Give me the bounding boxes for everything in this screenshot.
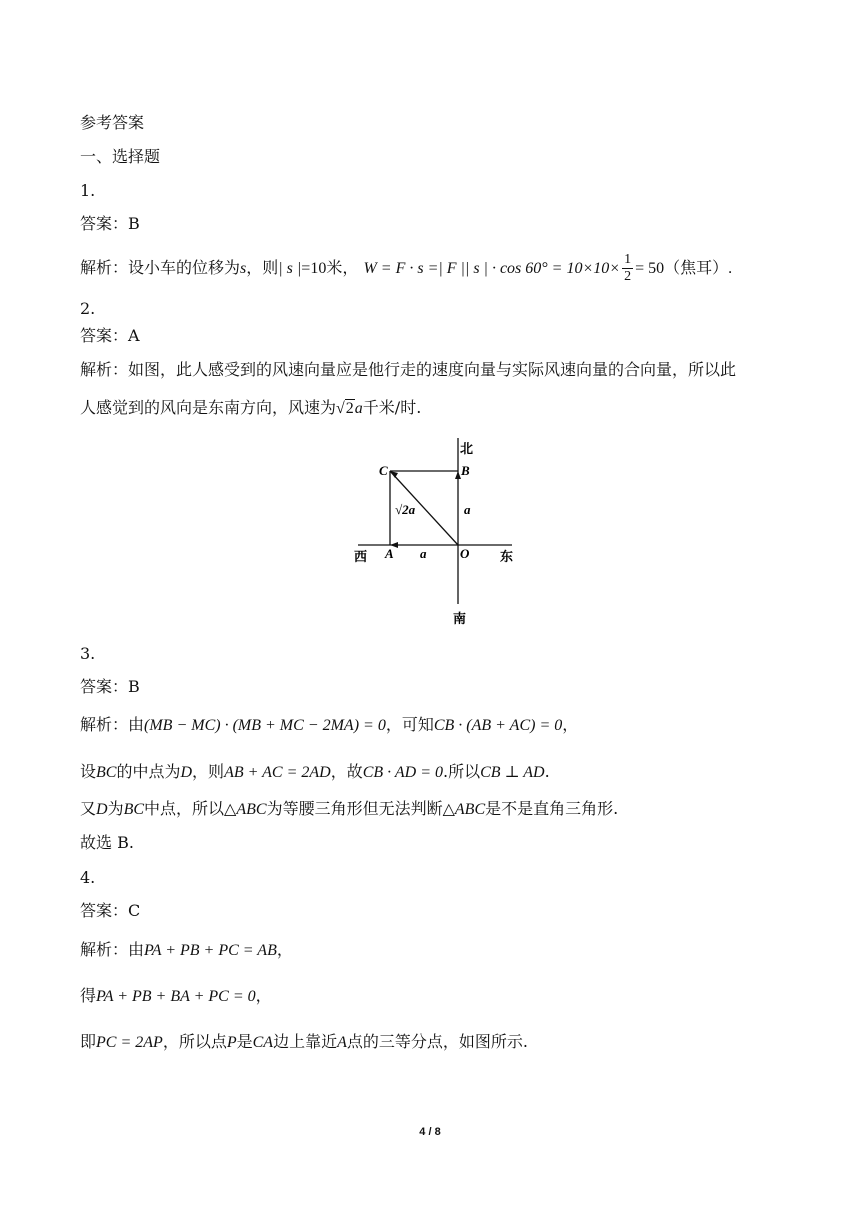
q2-explanation-line2 — [80, 397, 421, 420]
q4-CA: CA — [252, 1034, 274, 1051]
q1-formula-b: = 50（焦耳）. — [635, 260, 733, 277]
q3-l1-prefix: 解析：由 — [80, 715, 145, 734]
q3-l1-expr: (MB − MC) · (MB + MC − 2MA) = 0 — [144, 717, 386, 734]
q3-ABC-2: ABC — [454, 801, 486, 818]
q4-P: P — [226, 1034, 237, 1051]
q3-l2-expr: AB + AC = 2AD — [224, 764, 331, 781]
q4-explanation-line1 — [80, 939, 293, 962]
q4-l2-end: ， — [255, 986, 272, 1005]
q1-frac-num: 1 — [624, 252, 632, 267]
q1-abs-s: | s | — [278, 260, 302, 277]
q4-l3-prefix: 即 — [80, 1032, 97, 1051]
q4-l3-c: 边上靠近 — [273, 1032, 338, 1051]
q1-exp-then: ，则 — [246, 258, 279, 277]
page-number: 4 / 8 — [419, 1126, 441, 1138]
q3-l3-c: 中点，所以△ — [144, 799, 237, 818]
q2-sqrt: √2 — [336, 400, 354, 417]
q3-l3-d: 为等腰三角形但无法判断△ — [266, 799, 455, 818]
arrow-at-C — [390, 471, 398, 478]
header-title: 参考答案 — [80, 113, 145, 132]
q4-explanation-line3 — [80, 1031, 528, 1054]
q3-l1-end: ， — [562, 715, 579, 734]
q3-l2-d: ，故 — [330, 762, 363, 781]
label-south: 南 — [453, 611, 467, 626]
q1-answer: 答案：B — [80, 214, 140, 233]
q4-explanation-line2 — [80, 985, 272, 1008]
label-A: A — [385, 546, 394, 561]
label-a-vertical: a — [464, 502, 471, 517]
q1-number: 1. — [80, 181, 96, 200]
q3-BC-2: BC — [123, 801, 145, 818]
q4-l3-mid: ，所以点 — [162, 1032, 227, 1051]
q1-eq10: =10 — [301, 260, 327, 277]
q3-l2-c: ，则 — [192, 762, 225, 781]
q3-BC: BC — [96, 764, 117, 781]
q3-l2-expr3: CB ⊥ AD — [480, 764, 545, 781]
q1-frac-den: 2 — [624, 269, 632, 284]
q4-l1-prefix: 解析：由 — [80, 940, 145, 959]
q3-ABC: ABC — [236, 801, 267, 818]
q2-answer: 答案：A — [80, 326, 140, 345]
q3-explanation-line2 — [80, 761, 550, 784]
q3-D: D — [180, 764, 193, 781]
q4-answer: 答案：C — [80, 901, 141, 920]
section-title: 一、选择题 — [80, 147, 161, 166]
q4-number: 4. — [80, 868, 96, 887]
label-a-horizontal: a — [420, 546, 427, 561]
q3-answer: 答案：B — [80, 677, 140, 696]
q4-l3-d: 点的三等分点，如图所示. — [346, 1032, 528, 1051]
q4-A: A — [337, 1034, 347, 1051]
q3-D-2: D — [96, 801, 108, 818]
label-O: O — [460, 546, 470, 561]
q4-l3-expr: PC = 2AP — [96, 1034, 163, 1051]
wind-vector-diagram — [340, 432, 530, 630]
q1-exp-prefix: 解析：设小车的位移为 — [80, 258, 241, 277]
q4-l1-end: ， — [276, 940, 293, 959]
label-west: 西 — [354, 549, 368, 564]
q3-l3-b: 为 — [107, 799, 124, 818]
q3-l3-e: 是不是直角三角形. — [485, 799, 619, 818]
q1-meter: 米， — [326, 258, 359, 277]
q3-l2-e: .所以 — [442, 762, 481, 781]
q2-var-a: a — [354, 400, 363, 417]
q2-exp-line2-a: 人感觉到的风向是东南方向，风速为 — [80, 398, 337, 417]
label-B: B — [461, 463, 470, 478]
q2-exp-line2-b: 千米/时. — [362, 398, 422, 417]
q1-formula-a: W = F · s =| F || s | · cos 60° = 10×10× — [363, 260, 621, 277]
q2-explanation-line1: 解析：如图，此人感受到的风速向量应是他行走的速度向量与实际风速向量的合向量，所以此 — [80, 360, 737, 379]
q3-l2-a: 设 — [80, 762, 97, 781]
q1-explanation — [80, 252, 732, 285]
q4-l2-expr: PA + PB + BA + PC = 0 — [96, 988, 256, 1005]
label-east: 东 — [500, 549, 514, 564]
q3-conclusion: 故选 B. — [80, 833, 134, 852]
label-C: C — [379, 463, 388, 478]
q3-l1-mid: ，可知 — [385, 715, 434, 734]
q4-l3-b: 是 — [236, 1032, 253, 1051]
q3-l2-b: 的中点为 — [116, 762, 181, 781]
q3-l3-a: 又 — [80, 799, 97, 818]
q4-l2-prefix: 得 — [80, 986, 97, 1005]
q4-l1-expr: PA + PB + PC = AB — [144, 942, 277, 959]
q1-var-s: s — [240, 260, 247, 277]
q3-explanation-line3 — [80, 798, 618, 821]
q1-fraction — [622, 252, 633, 285]
q3-l2-expr2: CB · AD = 0 — [362, 764, 443, 781]
label-hypotenuse: √2a — [395, 502, 416, 517]
q2-sqrt-arg: 2 — [345, 400, 354, 417]
label-north: 北 — [460, 441, 474, 456]
q3-number: 3. — [80, 644, 96, 663]
q3-l2-f: . — [544, 762, 550, 781]
q3-explanation-line1 — [80, 714, 578, 737]
q3-l1-expr2: CB · (AB + AC) = 0 — [433, 717, 563, 734]
q2-number: 2. — [80, 299, 96, 318]
